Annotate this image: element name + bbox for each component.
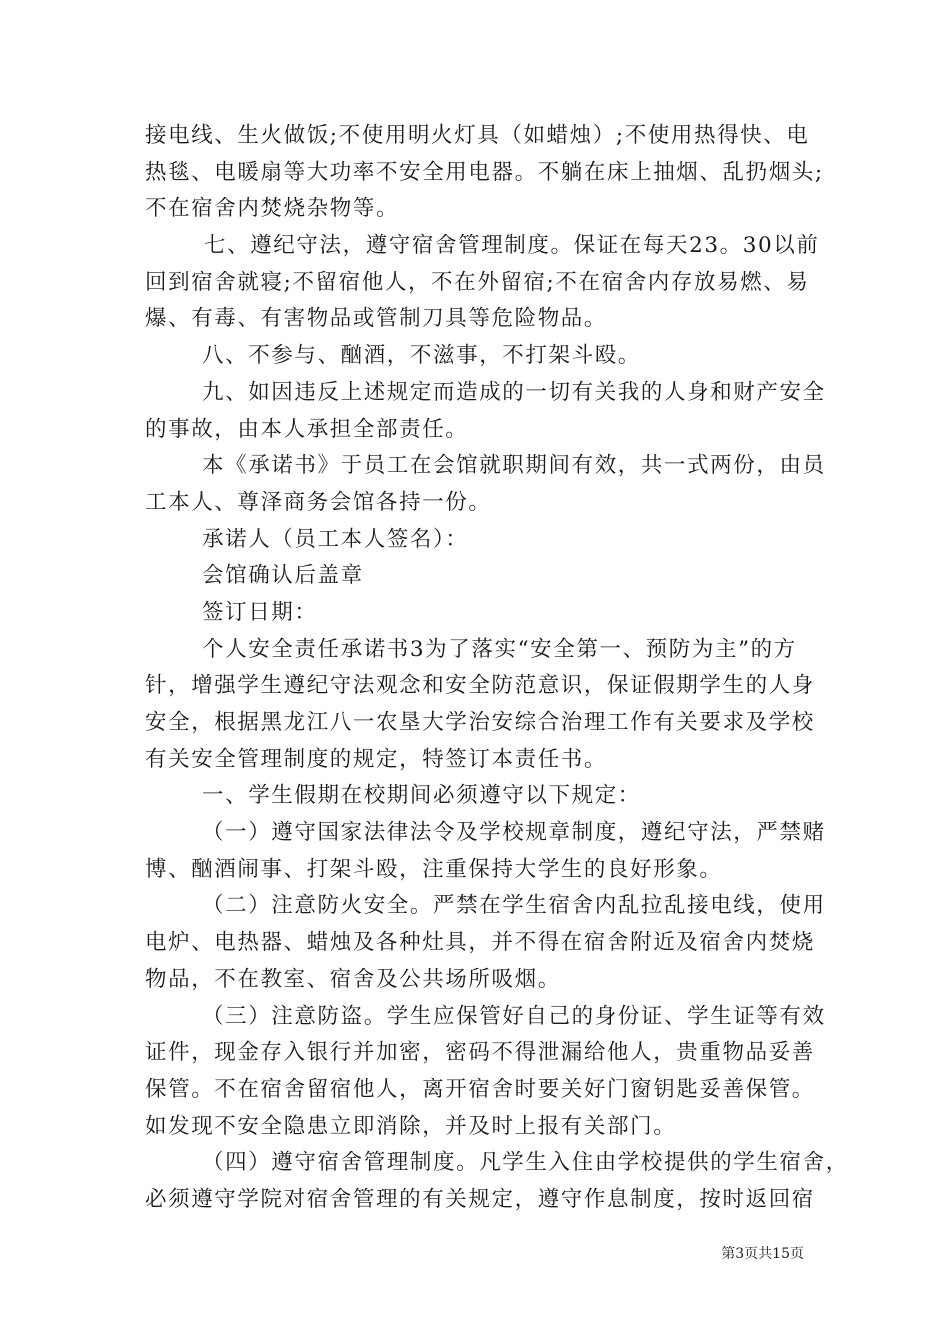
text-line: 会馆确认后盖章 — [202, 563, 364, 589]
text-line: 电炉、电热器、蜡烛及各种灶具，并不得在宿舍附近及宿舍内焚烧 — [145, 930, 815, 956]
text-line: 接电线、生火做饭;不使用明火灯具（如蜡烛）;不使用热得快、电 — [145, 123, 810, 148]
text-line: 针，增强学生遵纪守法观念和安全防范意识，保证假期学生的人身 — [145, 673, 815, 699]
text-line: （一）遵守国家法律法令及学校规章制度，遵纪守法，严禁赌 — [202, 820, 826, 846]
text-line: （三）注意防盗。学生应保管好自己的身份证、学生证等有效 — [202, 1003, 826, 1029]
text-line: 证件，现金存入银行并加密，密码不得泄漏给他人，贵重物品妥善 — [145, 1040, 815, 1066]
text-line: 个人安全责任承诺书3为了落实“安全第一、预防为主”的方 — [202, 636, 797, 662]
text-line: 工本人、尊泽商务会馆各持一份。 — [145, 489, 492, 515]
text-line: 热毯、电暖扇等大功率不安全用电器。不躺在床上抽烟、乱扔烟头; — [145, 159, 824, 185]
text-line: 九、如因违反上述规定而造成的一切有关我的人身和财产安全 — [202, 379, 826, 405]
text-line: 有关安全管理制度的规定，特签订本责任书。 — [145, 746, 608, 772]
text-line: 必须遵守学院对宿舍管理的有关规定，遵守作息制度，按时返回宿 — [145, 1186, 815, 1212]
document-body — [145, 118, 849, 1219]
text-line: 一、学生假期在校期间必须遵守以下规定： — [202, 783, 641, 809]
text-line: （二）注意防火安全。严禁在学生宿舍内乱拉乱接电线，使用 — [202, 893, 826, 919]
text-line: 七、遵纪守法，遵守宿舍管理制度。保证在每天23。30以前 — [204, 233, 820, 259]
text-line: 八、不参与、酗酒，不滋事，不打架斗殴。 — [202, 343, 641, 369]
text-line: 博、酗酒闹事、打架斗殴，注重保持大学生的良好形象。 — [145, 856, 723, 882]
page-number: 第3页共15页 — [721, 1246, 804, 1262]
text-line: 的事故，由本人承担全部责任。 — [145, 416, 469, 442]
text-line: 物品，不在教室、宿舍及公共场所吸烟。 — [145, 966, 561, 992]
text-line: （四）遵守宿舍管理制度。凡学生入住由学校提供的学生宿舍， — [202, 1150, 849, 1176]
text-line: 承诺人（员工本人签名）： — [202, 526, 469, 552]
text-line: 如发现不安全隐患立即消除，并及时上报有关部门。 — [145, 1113, 677, 1139]
text-line: 爆、有毒、有害物品或管制刀具等危险物品。 — [145, 306, 608, 332]
text-line: 签订日期： — [202, 599, 318, 625]
text-line: 保管。不在宿舍留宿他人，离开宿舍时要关好门窗钥匙妥善保管。 — [145, 1076, 815, 1102]
text-line: 本《承诺书》于员工在会馆就职期间有效，共一式两份，由员 — [202, 453, 826, 479]
text-line: 安全，根据黑龙江八一农垦大学治安综合治理工作有关要求及学校 — [145, 710, 815, 735]
text-line: 回到宿舍就寝;不留宿他人，不在外留宿;不在宿舍内存放易燃、易 — [145, 269, 810, 295]
text-line: 不在宿舍内焚烧杂物等。 — [145, 196, 400, 222]
